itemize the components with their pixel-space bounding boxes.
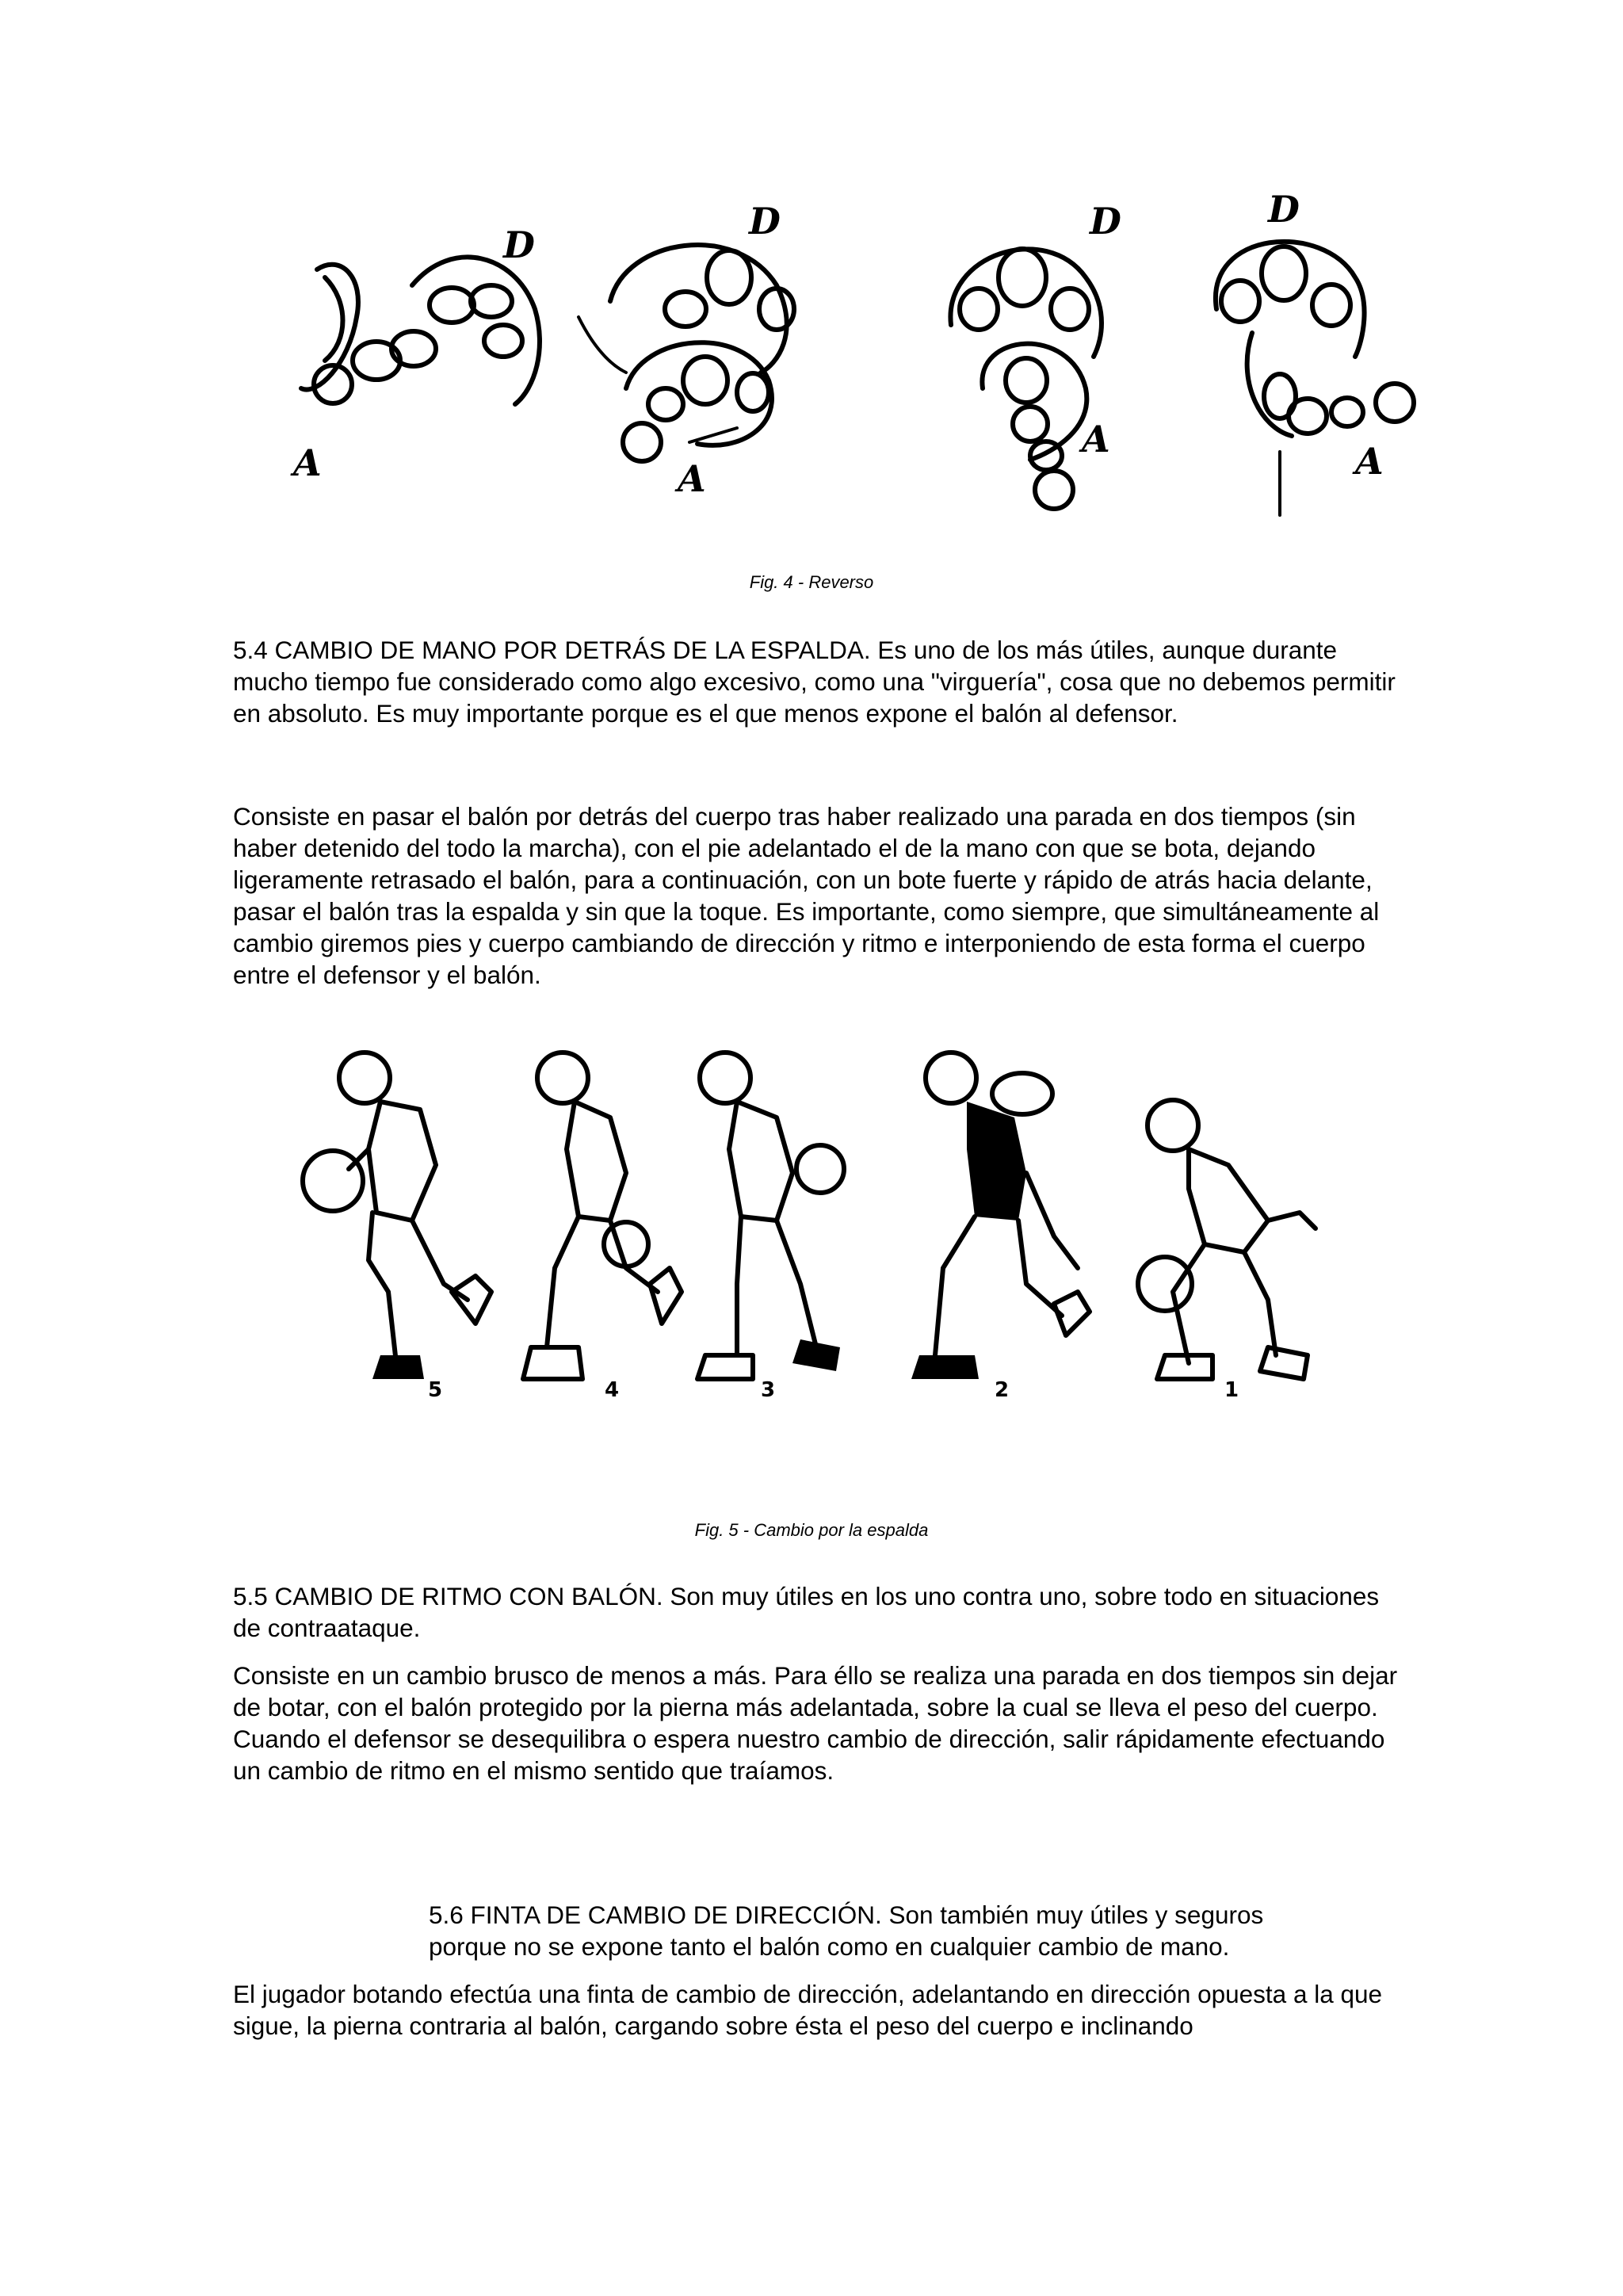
fig5-player-2 [911, 1052, 1090, 1402]
section-5-4-body: Consiste en pasar el balón por detrás del cuerpo tras haber realizado una parada en dos tiempos (sin haber detenido del todo la marcha), con el pie adelantado el de la mano con que se bota, dejando ligeramente retrasado el balón, para a continuación, con un bote fuerte y rápido de atrás hacia delante, pasar el balón tras la espalda y sin que la toque. Es importante, como siempre, que simultáneamente al cambio giremos pies y cuerpo cambiando de dirección y ritmo e interponiendo de esta forma el cuerpo entre el defensor y el balón. [233, 802, 1380, 989]
fig4-illustration [230, 190, 1450, 539]
fig5-caption: Fig. 5 - Cambio por la espalda [694, 1520, 929, 1540]
fig5-player-1 [1138, 1100, 1316, 1402]
fig4-panel-2 [579, 200, 794, 500]
fig4-label-d1: D [503, 223, 535, 266]
fig5-player-4 [523, 1052, 682, 1402]
fig4-label-a4: A [1355, 440, 1384, 483]
fig4-label-d2: D [749, 200, 781, 243]
fig5-number-4: 4 [605, 1378, 620, 1402]
fig4-panel-1 [290, 223, 540, 484]
section-5-5-heading-paragraph: 5.5 CAMBIO DE RITMO CON BALÓN. Son muy útiles en los uno contra uno, sobre todo en situaciones de contraataque. [233, 1582, 1380, 1642]
fig5-number-3: 3 [761, 1378, 776, 1402]
fig4-label-d4: D [1268, 190, 1300, 231]
fig4-panel-4 [1216, 190, 1414, 515]
fig5-player-3 [697, 1052, 844, 1402]
fig5-player-5 [303, 1052, 491, 1402]
fig4-label-a1: A [293, 441, 322, 484]
fig4-label-a2: A [678, 457, 706, 500]
fig4-caption: Fig. 4 - Reverso [749, 572, 874, 592]
fig4-label-d3: D [1090, 200, 1121, 243]
fig4-label-a3: A [1082, 418, 1110, 460]
fig5-number-1: 1 [1224, 1378, 1239, 1402]
fig5-number-2: 2 [995, 1378, 1010, 1402]
fig5-illustration [293, 1030, 1371, 1427]
section-5-6-heading-paragraph: 5.6 FINTA DE CAMBIO DE DIRECCIÓN. Son también muy útiles y seguros porque no se expone tanto el balón como en cualquier cambio de mano. [429, 1901, 1264, 1961]
section-5-5-body: Consiste en un cambio brusco de menos a más. Para éllo se realiza una parada en dos tiempos sin dejar de botar, con el balón protegido por la pierna más adelantada, sobre la cual se lleva el peso del cuerpo. Cuando el defensor se desequilibra o espera nuestro cambio de dirección, salir rápidamente efectuando un cambio de ritmo en el mismo sentido que traíamos. [233, 1661, 1398, 1785]
section-5-6-body: El jugador botando efectúa una finta de cambio de dirección, adelantando en dirección opuesta a la que sigue, la pierna contraria al balón, cargando sobre ésta el peso del cuerpo e inclinando [233, 1980, 1383, 2040]
fig5-number-5: 5 [428, 1378, 443, 1402]
section-5-4-heading-paragraph: 5.4 CAMBIO DE MANO POR DETRÁS DE LA ESPALDA. Es uno de los más útiles, aunque durante mucho tiempo fue considerado como algo excesivo, como una "virguería", cosa que no debemos permitir en absoluto. Es muy importante porque es el que menos expone el balón al defensor. [233, 636, 1396, 728]
fig4-panel-3 [950, 200, 1121, 509]
